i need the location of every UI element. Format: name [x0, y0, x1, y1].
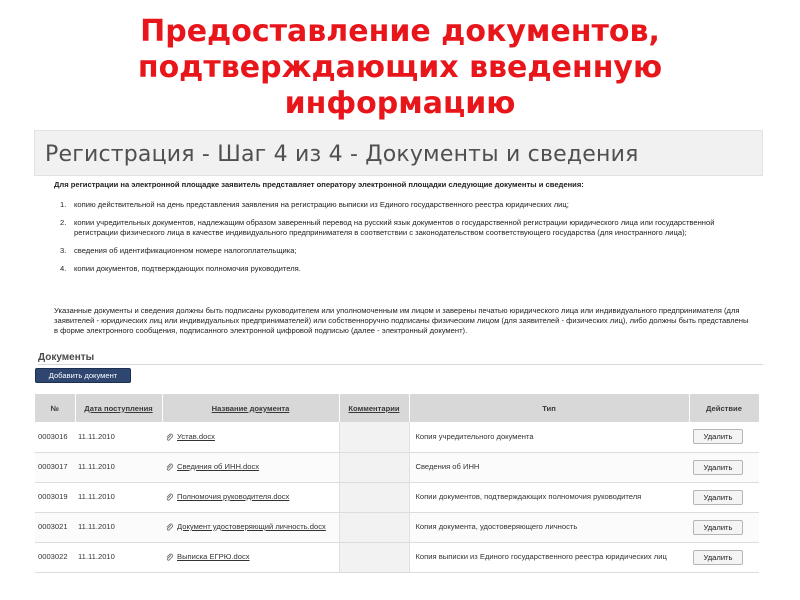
documents-section-title: Документы — [38, 352, 95, 363]
row-type: Сведения об ИНН — [409, 452, 689, 482]
row-name — [162, 512, 339, 542]
column-header-comment[interactable]: Комментарии — [339, 394, 409, 422]
signature-note: Указанные документы и сведения должны быть подписаны руководителем или уполномоченным им лицом и заверены печатью юридического лица или индивидуального предпринимателя (для заявителей - юридических лиц или индивидуальных предпринимателей) или собственноручно подписаны физическим лицом (для заявителей - физических лиц), либо должны быть представлены в форме электронного сообщения, подписанного электронной цифровой подписью (далее - электронный документ). — [54, 306, 749, 335]
requirement-item: 4. копии документов, подтверждающих полномочия руководителя. — [60, 264, 301, 273]
column-header-action: Действие — [689, 394, 759, 422]
column-header-name[interactable]: Название документа — [162, 394, 339, 422]
row-action — [689, 512, 759, 542]
row-type: Копия документа, удостоверяющего личность — [409, 512, 689, 542]
row-date: 11.11.2010 — [75, 542, 162, 572]
add-document-button[interactable]: Добавить документ — [35, 368, 131, 383]
row-date: 11.11.2010 — [75, 452, 162, 482]
delete-button[interactable]: Удалить — [693, 460, 743, 475]
delete-button[interactable]: Удалить — [693, 550, 743, 565]
table-row — [35, 542, 759, 572]
paperclip-icon — [165, 463, 174, 472]
document-link[interactable]: Свединия об ИНН.docx — [177, 462, 260, 471]
column-header-date[interactable]: Дата поступления — [75, 394, 162, 422]
column-header-type: Тип — [409, 394, 689, 422]
registration-header — [34, 130, 763, 176]
row-name — [162, 482, 339, 512]
row-comment — [339, 542, 409, 572]
row-comment — [339, 512, 409, 542]
row-date: 11.11.2010 — [75, 482, 162, 512]
row-name — [162, 422, 339, 452]
table-row — [35, 482, 759, 512]
registration-intro: Для регистрации на электронной площадке заявитель представляет оператору электронной площадки следующие документы и сведения: — [54, 180, 584, 189]
row-num: 0003019 — [35, 482, 75, 512]
slide-title — [0, 14, 800, 122]
row-num: 0003021 — [35, 512, 75, 542]
row-comment — [339, 452, 409, 482]
requirement-item: 1. копию действительной на день представления заявления на регистрацию выписки из Единого государственного реестра юридических лиц; — [60, 200, 569, 209]
row-action — [689, 452, 759, 482]
row-date: 11.11.2010 — [75, 512, 162, 542]
row-num: 0003017 — [35, 452, 75, 482]
paperclip-icon — [165, 553, 174, 562]
row-name — [162, 452, 339, 482]
row-num: 0003022 — [35, 542, 75, 572]
document-link[interactable]: Документ удостоверяющий личность.docx — [177, 522, 326, 531]
row-type: Копия выписки из Единого государственного реестра юридических лиц — [409, 542, 689, 572]
paperclip-icon — [165, 433, 174, 442]
column-header-num: № — [35, 394, 75, 422]
requirement-item: 3. сведения об идентификационном номере налогоплательщика; — [60, 246, 297, 255]
paperclip-icon — [165, 523, 174, 532]
delete-button[interactable]: Удалить — [693, 429, 743, 444]
row-type: Копия учредительного документа — [409, 422, 689, 452]
row-comment — [339, 482, 409, 512]
slide-title-line-2: подтверждающих введенную — [137, 50, 663, 85]
registration-header-title: Регистрация - Шаг 4 из 4 - Документы и сведения — [45, 142, 639, 167]
registration-screenshot — [30, 124, 770, 594]
documents-table — [35, 394, 760, 573]
delete-button[interactable]: Удалить — [693, 490, 743, 505]
row-comment — [339, 422, 409, 452]
row-action — [689, 422, 759, 452]
slide-title-line-1: Предоставление документов, — [140, 14, 660, 49]
document-link[interactable]: Устав.docx — [177, 431, 215, 441]
row-name — [162, 542, 339, 572]
row-type: Копии документов, подтверждающих полномочия руководителя — [409, 482, 689, 512]
requirements-list — [54, 200, 754, 282]
document-link[interactable]: Полномочия руководителя.docx — [177, 492, 290, 501]
table-row — [35, 452, 759, 482]
row-action — [689, 542, 759, 572]
delete-button[interactable]: Удалить — [693, 520, 743, 535]
requirement-item: 2. копии учредительных документов, надлежащим образом заверенный перевод на русский язык документов о государственной регистрации юридического лица или государственной регистрации физического лица в качестве индивидуального предпринимателя в соответствии с законодательством соответствующего государства (для иностранного лица); — [60, 218, 715, 237]
slide-title-line-3: информацию — [284, 86, 516, 121]
table-row — [35, 512, 759, 542]
documents-divider — [38, 364, 763, 365]
document-link[interactable]: Выписка ЕГРЮ.docx — [177, 552, 250, 561]
table-row — [35, 422, 759, 452]
row-date: 11.11.2010 — [75, 422, 162, 452]
row-num: 0003016 — [35, 422, 75, 452]
paperclip-icon — [165, 493, 174, 502]
table-header-row — [35, 394, 759, 422]
row-action — [689, 482, 759, 512]
